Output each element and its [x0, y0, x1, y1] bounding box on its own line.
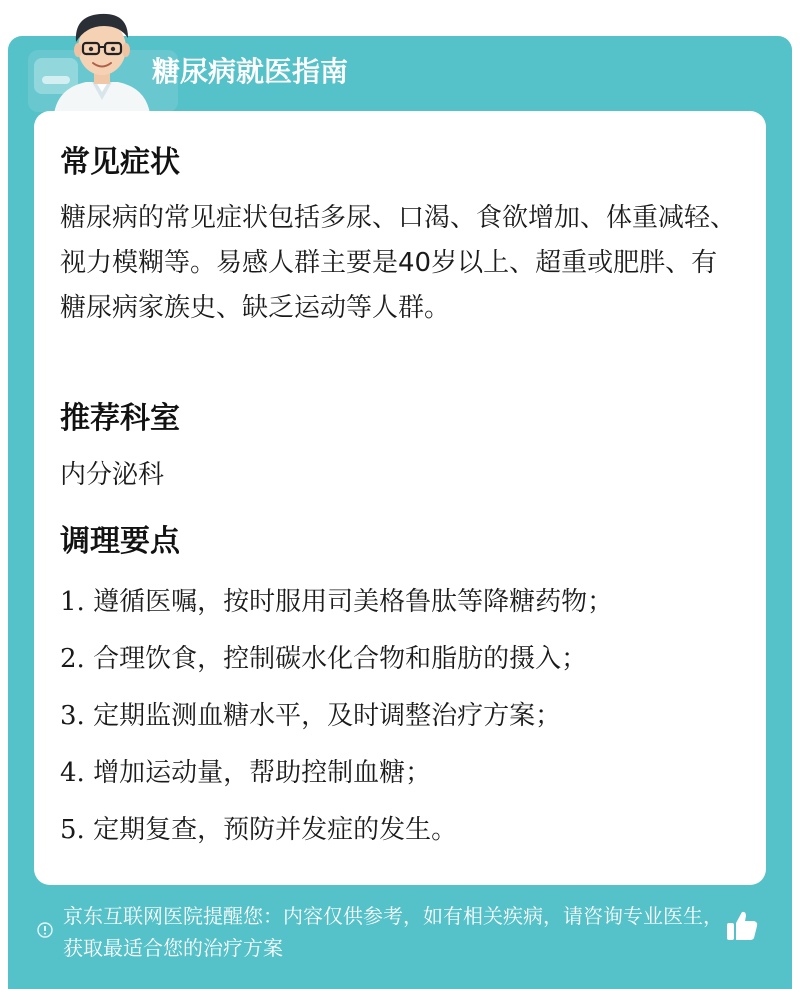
- disclaimer-text: 京东互联网医院提醒您：内容仅供参考，如有相关疾病，请咨询专业医生，获取最适合您的治疗方案: [63, 904, 723, 960]
- list-item-text: 遵循医嘱，按时服用司美格鲁肽等降糖药物；: [93, 587, 614, 617]
- list-item-number: 5.: [60, 815, 85, 845]
- symptoms-text: 糖尿病的常见症状包括多尿、口渴、食欲增加、体重减轻、视力模糊等。易感人群主要是40岁以上、超重或肥胖、有糖尿病家族史、缺乏运动等人群。: [60, 203, 737, 323]
- page-title: 糖尿病就医指南: [152, 55, 349, 88]
- department-text: 内分泌科: [60, 460, 165, 490]
- doctor-avatar: [46, 2, 158, 114]
- list-item-number: 4.: [60, 758, 85, 788]
- symptoms-heading: 常见症状: [60, 145, 180, 180]
- list-item-text: 定期监测血糖水平，及时调整治疗方案；: [93, 701, 562, 731]
- list-item: [60, 695, 561, 732]
- list-item-text: 增加运动量，帮助控制血糖；: [93, 758, 432, 788]
- list-item-number: 2.: [60, 644, 85, 674]
- list-item: [60, 581, 613, 618]
- list-item-number: 1.: [60, 587, 85, 617]
- list-item: [60, 809, 457, 846]
- care-heading: 调理要点: [60, 524, 180, 559]
- department-heading: 推荐科室: [60, 401, 180, 436]
- list-item: [60, 638, 587, 675]
- thumbs-up-icon[interactable]: [724, 908, 760, 944]
- list-item-text: 合理饮食，控制碳水化合物和脂肪的摄入；: [93, 644, 588, 674]
- info-icon: [37, 922, 53, 938]
- content-card: [34, 111, 766, 885]
- list-item: [60, 752, 431, 789]
- list-item-number: 3.: [60, 701, 85, 731]
- list-item-text: 定期复查，预防并发症的发生。: [93, 815, 458, 845]
